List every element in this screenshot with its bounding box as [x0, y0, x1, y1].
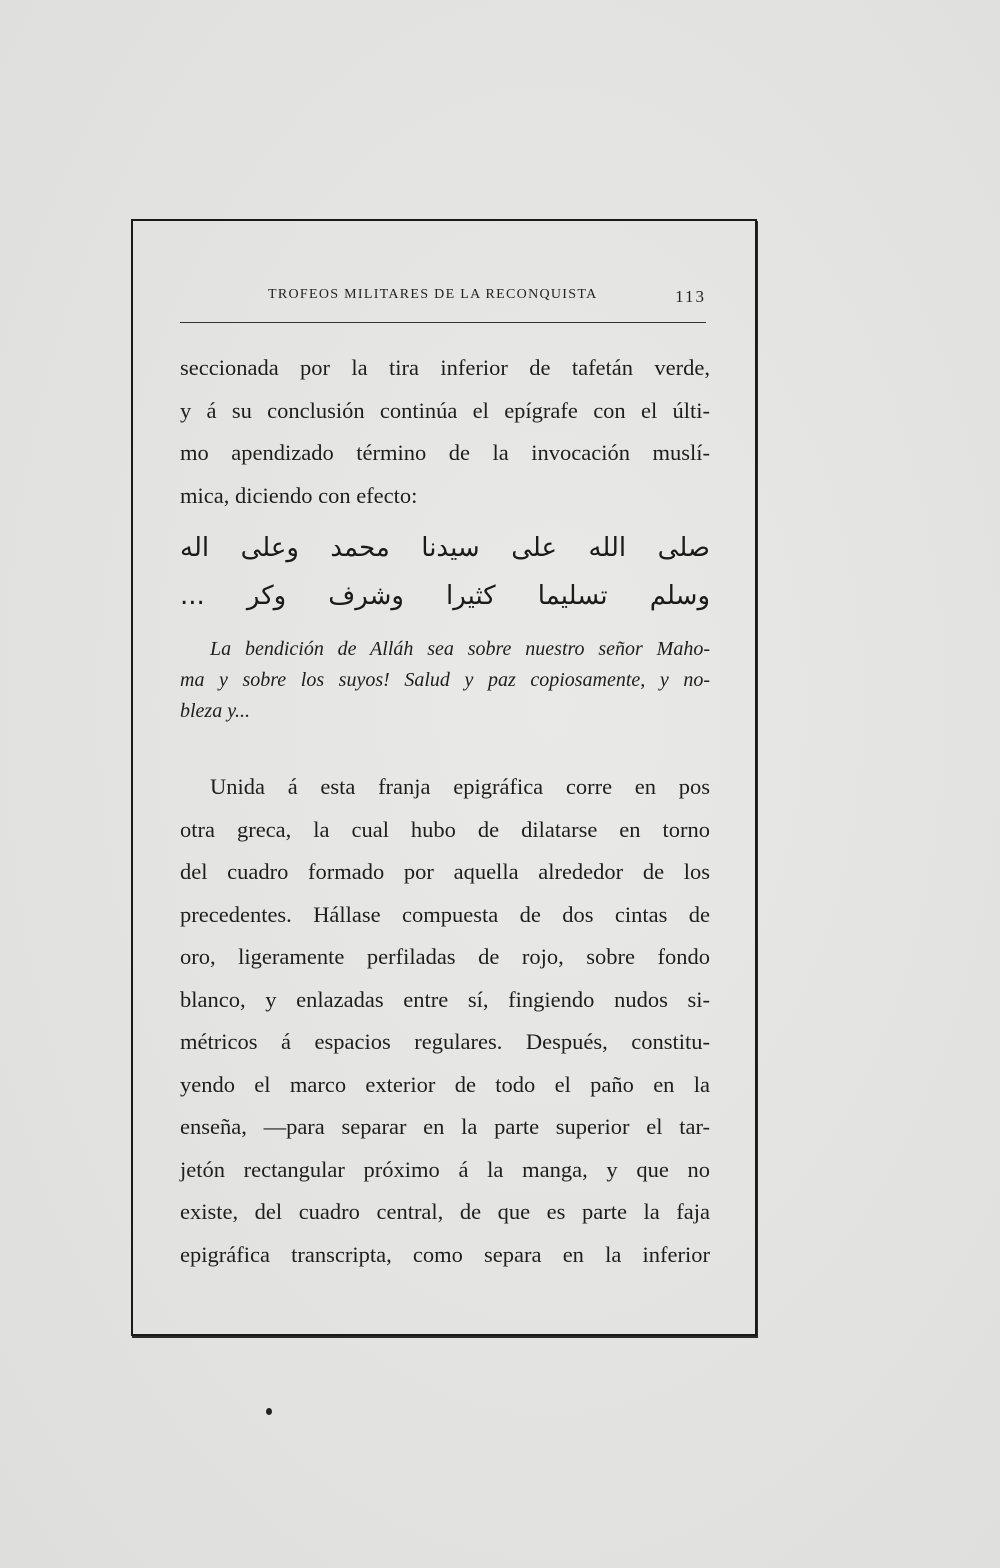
text-line: yendo el marco exterior de todo el paño en la — [180, 1071, 710, 1097]
text-line: existe, del cuadro central, de que es parte la faja — [180, 1199, 710, 1224]
running-head — [180, 287, 706, 307]
text-line: mo apendizado término de la invocación muslí- — [180, 440, 710, 465]
text-line: del cuadro formado por aquella alrededor de los — [180, 859, 710, 884]
ink-speck — [266, 1408, 272, 1415]
page-number: 113 — [675, 287, 706, 306]
text-line: jetón rectangular próximo á la manga, y que no — [180, 1156, 710, 1182]
arabic-line: وسلم تسليما كثيرا وشرف وكر ... — [180, 581, 710, 611]
translation-line: bleza y... — [180, 700, 250, 722]
paragraph-2 — [180, 766, 710, 1276]
text-line: blanco, y enlazadas entre sí, fingiendo nudos si- — [180, 986, 710, 1012]
text-line: otra greca, la cual hubo de dilatarse en torno — [180, 816, 710, 842]
translation-italic — [180, 634, 710, 727]
text-line: epigráfica transcripta, como separa en la inferior — [180, 1241, 710, 1267]
translation-line: ma y sobre los suyos! Salud y paz copiosamente, y no- — [180, 669, 710, 691]
running-head-title: TROFEOS MILITARES DE LA RECONQUISTA — [268, 287, 598, 302]
text-line: oro, ligeramente perfiladas de rojo, sobre fondo — [180, 944, 710, 969]
text-line: y á su conclusión continúa el epígrafe con el últi- — [180, 397, 710, 423]
paragraph-1 — [180, 347, 710, 517]
header-rule — [180, 322, 706, 323]
text-line: métricos á espacios regulares. Después, constitu- — [180, 1029, 710, 1054]
text-line: enseña, —para separar en la parte superior el tar- — [180, 1114, 710, 1139]
arabic-line: صلى الله على سيدنا محمد وعلى اله — [180, 533, 710, 563]
translation-line: La bendición de Alláh sea sobre nuestro señor Maho- — [210, 638, 710, 660]
text-line: seccionada por la tira inferior de tafetán verde, — [180, 355, 710, 380]
arabic-inscription — [180, 524, 710, 620]
text-line: mica, diciendo con efecto: — [180, 482, 418, 508]
text-line: precedentes. Hállase compuesta de dos cintas de — [180, 901, 710, 927]
text-line: Unida á esta franja epigráfica corre en pos — [210, 774, 710, 799]
